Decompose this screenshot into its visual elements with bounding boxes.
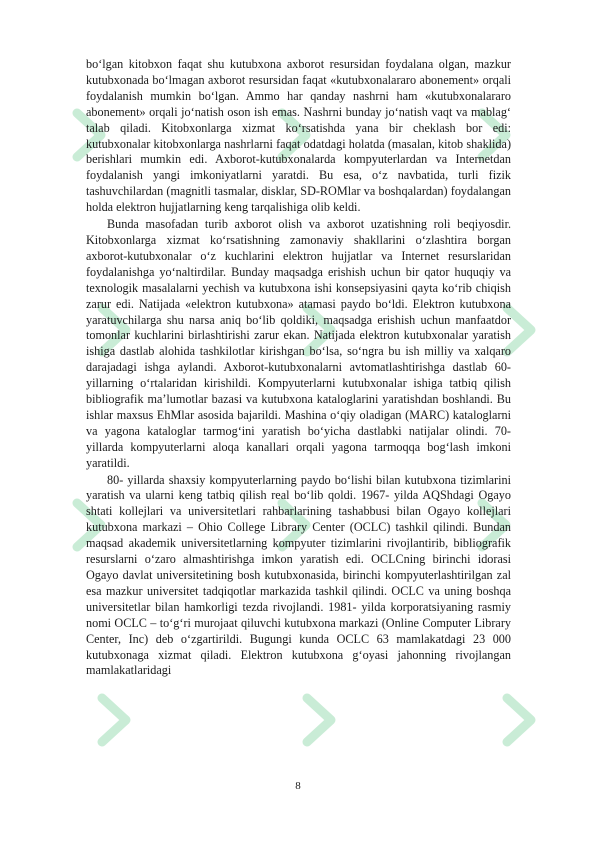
paragraph-1: bo‘lgan kitobxon faqat shu kutubxona axborot resursidan foydalana olgan, mazkur kutubxonada bo‘lmagan axborot resursidan faqat «kutubxonalararo abonement» orqali foydalanish mumkin bo‘lgan. Ammo har qanday nashrni ham «kutubxonalararo abonement» orqali jo‘natish oson ish emas. Nashrni bunday jo‘natish vaqt va mablag‘ talab qiladi. Kitobxonlarga xizmat ko‘rsatishda yana bir cheklash bor edi: kutubxonalar kitobxonlarga nashrlarni faqat odatdagi holatda (masalan, kitob shaklida) berishlari mumkin edi. Axborot-kutubxonalarda kompyuterlardan va Internetdan foydalanish yangi imkoniyatlarni yaratdi. Bu esa, o‘z navbatida, turli fizik tashuvchilardan (magnitli tasmalar, disklar, SD-ROMlar va boshqalardan) foydalangan holda elektron hujjatlarning keng tarqalishiga olib keldi. (86, 57, 511, 215)
page-number: 8 (295, 780, 301, 792)
document-body (86, 57, 511, 679)
watermark-chevron (507, 698, 531, 742)
paragraph-2: Bunda masofadan turib axborot olish va axborot uzatishning roli beqiyosdir. Kitobxonlarga xizmat ko‘rsatishning zamonaviy shakllarini o‘zlashtira borgan axborot-kutubxonalar o‘z kuchlarini elektron hujjatlar va Internet resurslaridan foydalanishga yo‘naltirdilar. Bunday maqsadga erishish uchun bir qator huquqiy va texnologik masalalarni yechish va kutubxona ishi konsepsiyasini qayta ko‘rib chiqish zarur edi. Natijada «elektron kutubxona» atamasi paydo bo‘ldi. Elektron kutubxona yaratuvchilarga shu narsa aniq bo‘lib qoldiki, maqsadga erishish uchun manfaatdor tomonlar kuchlarini birlashtirishi zarur ekan. Natijada elektron kutubxonalar yaratish ishiga dastlab alohida tashkilotlar kirishgan bo‘lsa, so‘ngra bu ish milliy va xalqaro darajadagi ishga aylandi. Axborot-kutubxonalarni avtomatlashtirishga dastlab 60-yillarning o‘rtalaridan kirishildi. Kompyuterlarni kutubxonalar ishiga tatbiq qilish bibliografik ma’lumotlar bazasi va kutubxona kataloglarini yaratishdan boshlandi. Bu ishlar maxsus EhMlar asosida bajarildi. Mashina o‘qiy oladigan (MARC) kataloglarni va yagona kataloglar tarmog‘ini yaratish bo‘yicha dastlabki natijalar olindi. 70- yillarda kompyuterlarni aloqa kanallari orqali yagona tarmoqqa bog‘lash imkoni yaratildi. (86, 217, 511, 470)
paragraph-3: 80- yillarda shaxsiy kompyuterlarning paydo bo‘lishi bilan kutubxona tizimlarini yaratish va ularni keng tatbiq qilish real bo‘lib qoldi. 1967- yilda AQShdagi Ogayo shtati kollejlari va universitetlari rahbarlarining tashabbusi bilan Ogayo kollejlari kutubxona markazi – Ohio College Library Center (OCLC) tashkil qilindi. Bundan maqsad akademik universitetlarning kompyuter tizimlarini rivojlantirib, bibliografik resurslarni o‘zaro almashtirishga imkon yaratish edi. OCLCning birinchi idorasi Ogayo davlat universitetining bosh kutubxonasida, birinchi kompyuterlashtirilgan zal esa mazkur universitet tadqiqotlar markazida tashkil qilindi. OCLC va uning boshqa universitetlar bilan hamkorligi tezda rivojlandi. 1981- yilda korporatsiyaning rasmiy nomi OCLC – to‘g‘ri murojaat qiluvchi kutubxona markazi (Online Computer Library Center, Inc) deb o‘zgartirildi. Bugungi kunda OCLC 63 mamlakatdagi 23 000 kutubxonaga xizmat qiladi. Elektron kutubxona g‘oyasi jahonning rivojlangan mamlakatlaridagi (86, 472, 511, 678)
watermark-chevron (102, 698, 126, 742)
watermark-chevron (307, 698, 331, 742)
